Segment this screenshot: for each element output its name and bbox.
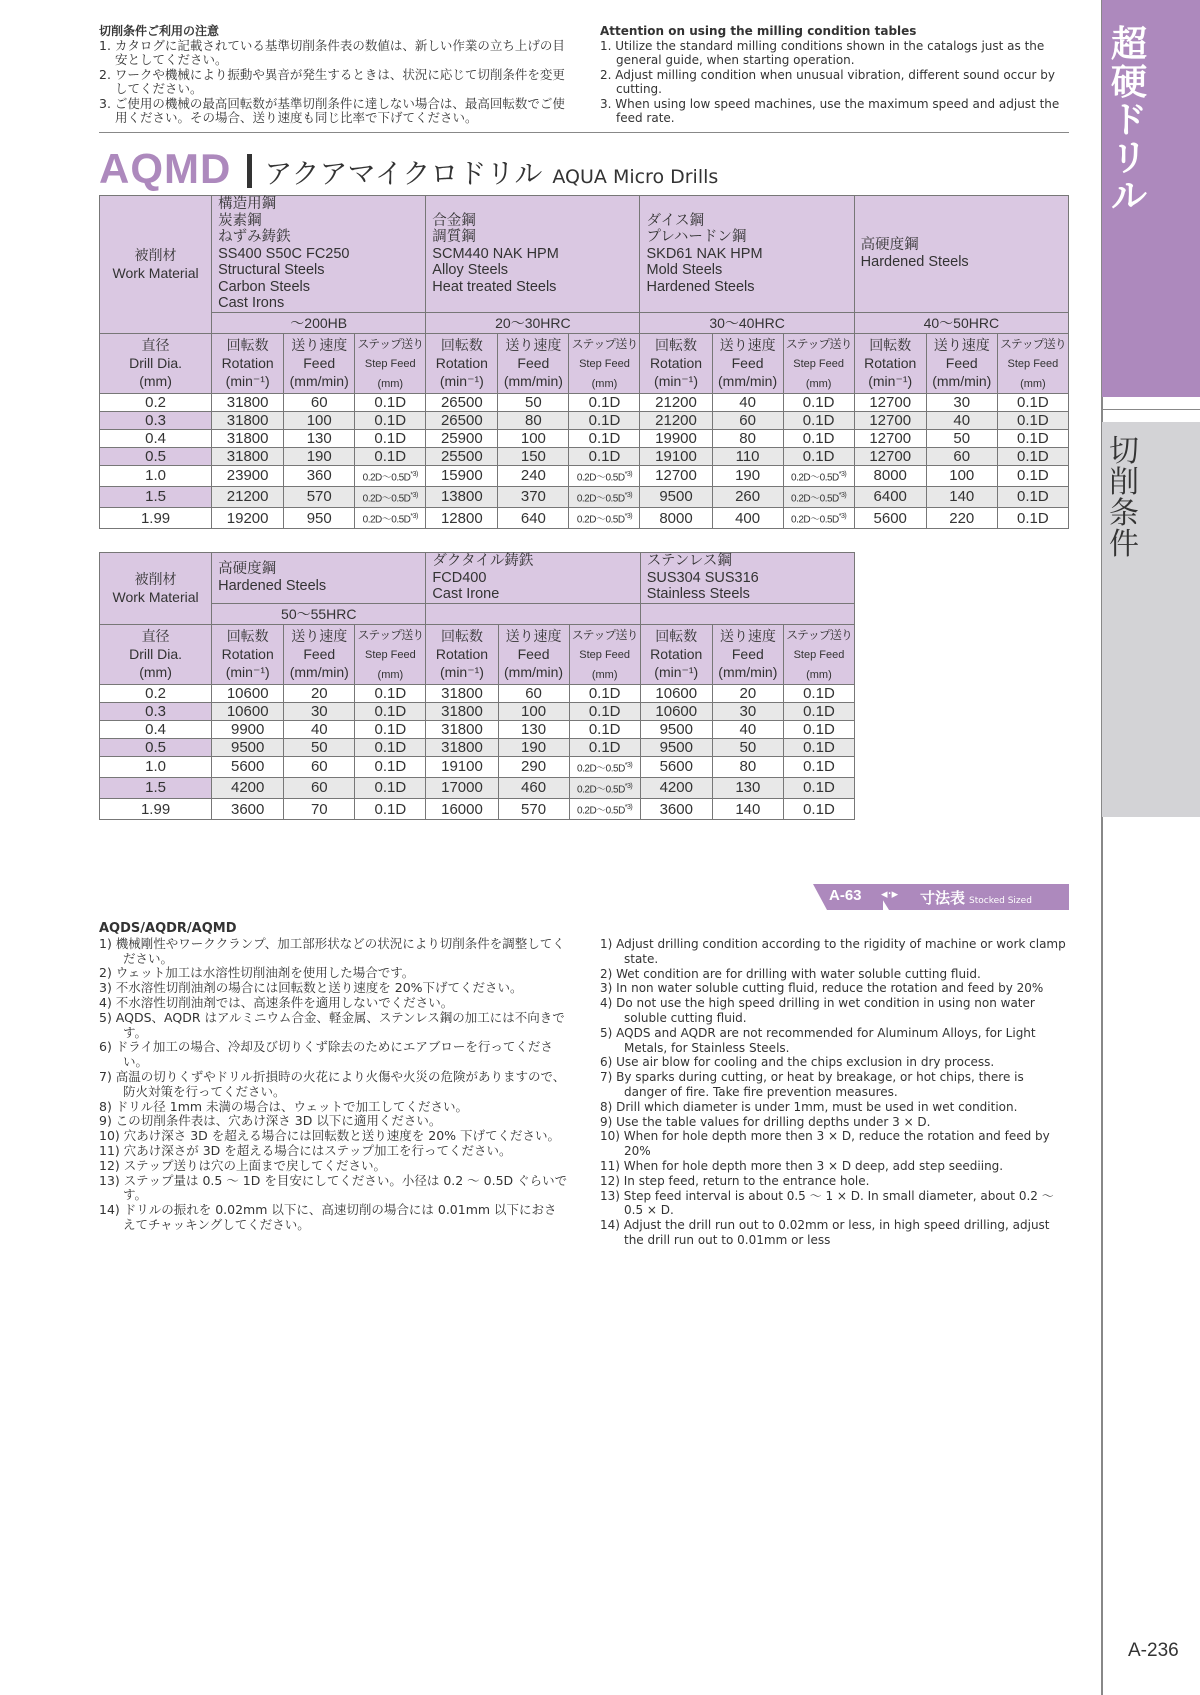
step-feed-cell: 0.1D	[569, 702, 640, 720]
cutting-conditions-table-2	[99, 552, 855, 820]
tab-cutting-conditions[interactable]	[1102, 422, 1200, 817]
rotation-cell: 9500	[212, 738, 284, 756]
feed-cell: 60	[284, 393, 355, 411]
step-feed-header: ステップ送り Step Feed (mm)	[355, 624, 426, 684]
step-feed-cell: 0.1D	[997, 486, 1068, 507]
note-item: 2) ウェット加工は水溶性切削油剤を使用した場合です。	[99, 965, 415, 981]
feed-cell: 100	[498, 429, 569, 447]
feed-cell: 30	[926, 393, 997, 411]
table-row	[100, 411, 1069, 429]
material-cell: ダクタイル鋳鉄 FCD400 Cast Irone	[426, 553, 640, 604]
notice-item: 2. Adjust milling condition when unusual vibration, different sound occur by cutting.	[600, 67, 1055, 96]
feed-cell: 60	[498, 684, 569, 702]
table-row	[100, 738, 855, 756]
step-feed-cell: 0.1D	[997, 508, 1068, 529]
table-row	[100, 508, 1069, 529]
step-feed-cell: $0.2D\sim 0.5D^{*3)}$	[355, 486, 426, 507]
feed-cell: 640	[498, 508, 569, 529]
step-feed-header: ステップ送り Step Feed (mm)	[569, 624, 640, 684]
feed-cell: 20	[284, 684, 355, 702]
feed-cell: 370	[498, 486, 569, 507]
feed-cell: 100	[284, 411, 355, 429]
rotation-cell: 13800	[426, 486, 498, 507]
table-row	[100, 393, 1069, 411]
material-cell: 高硬度鋼 Hardened Steels	[854, 196, 1068, 313]
feed-cell: 130	[712, 777, 783, 798]
step-feed-cell: 0.1D	[783, 702, 854, 720]
table-row	[100, 684, 855, 702]
feed-cell: 460	[498, 777, 569, 798]
note-item: 5) AQDS and AQDR are not recommended for Aluminum Alloys, for Light Metals, for Stainless Steels.	[600, 1025, 1036, 1055]
rotation-cell: 31800	[426, 720, 498, 738]
feed-cell: 70	[284, 799, 355, 820]
rotation-header: 回転数 Rotation (min⁻¹)	[640, 333, 712, 393]
step-feed-cell: 0.1D	[783, 756, 854, 777]
rotation-cell: 12700	[854, 447, 926, 465]
feed-cell: 40	[284, 720, 355, 738]
feed-cell: 60	[284, 777, 355, 798]
feed-cell: 240	[498, 465, 569, 486]
step-feed-cell: $0.2D\sim 0.5D^{*3)}$	[569, 486, 640, 507]
feed-header: 送り速度 Feed (mm/min)	[284, 624, 355, 684]
note-item: 9) Use the table values for drilling depths under 3 × D.	[600, 1114, 931, 1129]
title-divider	[247, 154, 252, 188]
step-feed-cell: $0.2D\sim 0.5D^{*3)}$	[569, 799, 640, 820]
notice-item: 1. カタログに記載されている基準切削条件表の数値は、新しい作業の立ち上げの目安としてください。	[99, 37, 565, 67]
step-feed-cell: 0.1D	[783, 411, 854, 429]
note-item: 13) ステップ量は 0.5 ～ 1D を目安にしてください。小径は 0.2 ～ 0.5D ぐらいです。	[99, 1172, 568, 1203]
column-header-row	[100, 624, 855, 684]
drill-dia-cell: 1.5	[100, 777, 212, 798]
rotation-cell: 19900	[640, 429, 712, 447]
rotation-header: 回転数 Rotation (min⁻¹)	[854, 333, 926, 393]
notice-item: 2. ワークや機械により振動や異音が発生するときは、状況に応じて切削条件を変更してください。	[99, 66, 565, 96]
feed-cell: 80	[498, 411, 569, 429]
feed-cell: 220	[926, 508, 997, 529]
notes-title: AQDS/AQDR/AQMD	[99, 921, 237, 936]
hardness-cell: 30～40HRC	[640, 312, 854, 333]
rotation-cell: 9500	[640, 738, 712, 756]
rotation-cell: 3600	[640, 799, 712, 820]
step-feed-cell: 0.1D	[569, 738, 640, 756]
material-row	[100, 196, 1069, 313]
hardness-cell: ～200HB	[212, 312, 426, 333]
step-feed-cell: $0.2D\sim 0.5D^{*3)}$	[783, 508, 854, 529]
drill-dia-cell: 0.3	[100, 411, 212, 429]
feed-cell: 80	[712, 756, 783, 777]
drilling-notes-en	[600, 937, 1070, 1248]
feed-cell: 570	[498, 799, 569, 820]
rotation-cell: 10600	[640, 702, 712, 720]
drill-dia-cell: 0.2	[100, 393, 212, 411]
stocked-sizes-link[interactable]	[803, 884, 1069, 910]
hardness-cell: 40～50HRC	[854, 312, 1068, 333]
table-row	[100, 777, 855, 798]
feed-cell: 80	[712, 429, 783, 447]
rotation-cell: 25500	[426, 447, 498, 465]
step-feed-cell: 0.1D	[569, 429, 640, 447]
step-feed-cell: 0.1D	[569, 684, 640, 702]
feed-cell: 100	[498, 702, 569, 720]
step-feed-cell: 0.1D	[783, 393, 854, 411]
step-feed-cell: 0.1D	[355, 720, 426, 738]
rotation-header: 回転数 Rotation (min⁻¹)	[212, 624, 284, 684]
drill-dia-cell: 1.99	[100, 508, 212, 529]
rotation-cell: 26500	[426, 411, 498, 429]
hardness-cell: 20～30HRC	[426, 312, 640, 333]
rotation-cell: 9500	[640, 720, 712, 738]
step-feed-cell: 0.1D	[355, 684, 426, 702]
rotation-cell: 8000	[854, 465, 926, 486]
feed-cell: 190	[712, 465, 783, 486]
dia-header: 直径 Drill Dia. (mm)	[100, 624, 212, 684]
rotation-cell: 9500	[640, 486, 712, 507]
step-feed-cell: $0.2D\sim 0.5D^{*3)}$	[783, 465, 854, 486]
rotation-cell: 21200	[640, 393, 712, 411]
note-item: 11) 穴あけ深さが 3D を超える場合にはステップ加工を行ってください。	[99, 1142, 512, 1158]
feed-cell: 130	[284, 429, 355, 447]
step-feed-cell: 0.1D	[355, 429, 426, 447]
note-item: 5) AQDS、AQDR はアルミニウム合金、軽金属、ステンレス鋼の加工には不向きです。	[99, 1009, 565, 1040]
divider	[1102, 409, 1200, 410]
rotation-cell: 31800	[426, 702, 498, 720]
step-feed-header: ステップ送り Step Feed (mm)	[997, 333, 1068, 393]
note-item: 3) 不水溶性切削油剤の場合には回転数と送り速度を 20%下げてください。	[99, 980, 523, 996]
rotation-cell: 17000	[426, 777, 498, 798]
usage-notice-jp	[99, 24, 569, 126]
notice-title: Attention on using the milling condition tables	[600, 24, 917, 38]
step-feed-header: ステップ送り Step Feed (mm)	[783, 333, 854, 393]
column-header-row	[100, 333, 1069, 393]
feed-header: 送り速度 Feed (mm/min)	[284, 333, 355, 393]
step-feed-header: ステップ送り Step Feed (mm)	[783, 624, 854, 684]
notice-item: 3. When using low speed machines, use the maximum speed and adjust the feed rate.	[600, 96, 1060, 125]
step-feed-cell: 0.1D	[783, 684, 854, 702]
table-row	[100, 756, 855, 777]
step-feed-cell: 0.1D	[569, 447, 640, 465]
feed-cell: 50	[712, 738, 783, 756]
feed-header: 送り速度 Feed (mm/min)	[498, 333, 569, 393]
rotation-cell: 31800	[212, 429, 284, 447]
hardness-row	[100, 312, 1069, 333]
note-item: 4) 不水溶性切削油剤では、高速条件を適用しないでください。	[99, 994, 454, 1010]
rotation-cell: 3600	[212, 799, 284, 820]
step-feed-cell: 0.1D	[997, 465, 1068, 486]
feed-cell: 30	[284, 702, 355, 720]
note-item: 1) Adjust drilling condition according to the rigidity of machine or work clamp state.	[600, 937, 1066, 966]
note-item: 10) When for hole depth more then 3 × D, reduce the rotation and feed by 20%	[600, 1129, 1050, 1159]
note-item: 12) ステップ送りは穴の上面まで戻してください。	[99, 1157, 387, 1173]
rotation-cell: 31800	[212, 447, 284, 465]
note-item: 13) Step feed interval is about 0.5 ～ 1 × D. In small diameter, about 0.2 ～ 0.5 × D.	[600, 1188, 1054, 1218]
dia-header: 直径 Drill Dia. (mm)	[100, 333, 212, 393]
note-item: 8) Drill which diameter is under 1mm, must be used in wet condition.	[600, 1099, 1018, 1114]
usage-notice-en	[600, 24, 1070, 126]
feed-cell: 30	[712, 702, 783, 720]
hardness-row	[100, 603, 855, 624]
rotation-cell: 31800	[426, 684, 498, 702]
rotation-cell: 9900	[212, 720, 284, 738]
rotation-cell: 26500	[426, 393, 498, 411]
step-feed-cell: $0.2D\sim 0.5D^{*3)}$	[569, 508, 640, 529]
feed-cell: 40	[712, 720, 783, 738]
note-item: 7) By sparks during cutting, or heat by breakage, or hot chips, there is danger of fire. Take fire prevention measures.	[600, 1070, 1024, 1099]
step-feed-header: ステップ送り Step Feed (mm)	[569, 333, 640, 393]
feed-cell: 190	[284, 447, 355, 465]
drill-dia-cell: 1.5	[100, 486, 212, 507]
feed-cell: 400	[712, 508, 783, 529]
rotation-header: 回転数 Rotation (min⁻¹)	[426, 333, 498, 393]
rotation-cell: 12700	[854, 429, 926, 447]
rotation-cell: 31800	[212, 393, 284, 411]
step-feed-cell: 0.1D	[569, 411, 640, 429]
step-feed-cell: 0.1D	[355, 756, 426, 777]
rotation-cell: 19200	[212, 508, 284, 529]
rotation-cell: 12700	[640, 465, 712, 486]
rotation-cell: 21200	[212, 486, 284, 507]
rotation-cell: 4200	[212, 777, 284, 798]
note-item: 11) When for hole depth more then 3 × D deep, add step seediing.	[600, 1158, 1004, 1173]
tab-label: 切削条件	[1109, 434, 1139, 562]
tab-label: 超硬ドリル	[1110, 24, 1147, 217]
step-feed-cell: 0.1D	[355, 447, 426, 465]
drill-dia-cell: 0.5	[100, 738, 212, 756]
table-row	[100, 799, 855, 820]
rotation-cell: 5600	[640, 756, 712, 777]
feed-cell: 60	[284, 756, 355, 777]
hardness-cell	[426, 603, 640, 624]
feed-cell: 130	[498, 720, 569, 738]
drill-dia-cell: 0.3	[100, 702, 212, 720]
step-feed-header: ステップ送り Step Feed (mm)	[355, 333, 426, 393]
table-row	[100, 465, 1069, 486]
feed-header: 送り速度 Feed (mm/min)	[712, 624, 783, 684]
hardness-cell: 50～55HRC	[212, 603, 426, 624]
rotation-cell: 23900	[212, 465, 284, 486]
product-code: AQMD	[99, 145, 232, 192]
note-item: 10) 穴あけ深さ 3D を超える場合には回転数と送り速度を 20% 下げてください。	[99, 1128, 561, 1144]
step-feed-cell: 0.1D	[569, 393, 640, 411]
note-item: 8) ドリル径 1mm 未満の場合は、ウェットで加工してください。	[99, 1098, 469, 1114]
table-row	[100, 702, 855, 720]
step-feed-cell: $0.2D\sim 0.5D^{*3)}$	[355, 508, 426, 529]
product-name-en: AQUA Micro Drills	[552, 166, 719, 188]
feed-cell: 60	[712, 411, 783, 429]
note-item: 12) In step feed, return to the entrance hole.	[600, 1173, 870, 1188]
step-feed-cell: 0.1D	[783, 720, 854, 738]
rotation-cell: 31800	[426, 738, 498, 756]
work-material-header: 被削材 Work Material	[100, 196, 212, 334]
material-cell: 構造用鋼 炭素鋼 ねずみ鋳鉄 SS400 S50C FC250 Structural Steels Carbon Steels Cast Irons	[212, 196, 426, 313]
rotation-cell: 5600	[212, 756, 284, 777]
rotation-cell: 10600	[640, 684, 712, 702]
material-cell: ダイス鋼 プレハードン鋼 SKD61 NAK HPM Mold Steels Hardened Steels	[640, 196, 854, 313]
feed-cell: 140	[926, 486, 997, 507]
rotation-cell: 8000	[640, 508, 712, 529]
rotation-cell: 4200	[640, 777, 712, 798]
rotation-cell: 19100	[426, 756, 498, 777]
cutting-conditions-table-1	[99, 195, 1069, 529]
step-feed-cell: $0.2D\sim 0.5D^{*3)}$	[569, 777, 640, 798]
step-feed-cell: 0.1D	[997, 447, 1068, 465]
feed-cell: 570	[284, 486, 355, 507]
step-feed-cell: 0.1D	[355, 777, 426, 798]
note-item: 1) 機械剛性やワーククランプ、加工部形状などの状況により切削条件を調整してください。	[99, 935, 565, 966]
step-feed-cell: 0.1D	[355, 411, 426, 429]
notice-item: 3. ご使用の機械の最高回転数が基準切削条件に達しない場合は、最高回転数でご使用ください。その場合、送り速度も同じ比率で下げてください。	[99, 95, 565, 125]
step-feed-cell: 0.1D	[997, 393, 1068, 411]
note-item: 7) 高温の切りくずやドリル折損時の火花により火傷や火災の危険がありますので、防火対策を行ってください。	[99, 1068, 566, 1099]
feed-cell: 20	[712, 684, 783, 702]
rotation-cell: 12700	[854, 411, 926, 429]
rotation-header: 回転数 Rotation (min⁻¹)	[640, 624, 712, 684]
table-row	[100, 429, 1069, 447]
rotation-cell: 15900	[426, 465, 498, 486]
step-feed-cell: $0.2D\sim 0.5D^{*3)}$	[355, 465, 426, 486]
rotation-cell: 10600	[212, 702, 284, 720]
feed-cell: 40	[926, 411, 997, 429]
step-feed-cell: 0.1D	[355, 738, 426, 756]
rotation-cell: 6400	[854, 486, 926, 507]
material-cell: 合金鋼 調質鋼 SCM440 NAK HPM Alloy Steels Heat treated Steels	[426, 196, 640, 313]
drill-dia-cell: 0.4	[100, 429, 212, 447]
drilling-notes-jp	[99, 922, 569, 1233]
drill-dia-cell: 1.0	[100, 465, 212, 486]
feed-cell: 260	[712, 486, 783, 507]
note-item: 6) Use air blow for cooling and the chips exclusion in dry process.	[600, 1055, 995, 1070]
step-feed-cell: 0.1D	[569, 720, 640, 738]
step-feed-cell: 0.1D	[355, 702, 426, 720]
rotation-cell: 25900	[426, 429, 498, 447]
feed-cell: 100	[926, 465, 997, 486]
rotation-cell: 31800	[212, 411, 284, 429]
feed-cell: 190	[498, 738, 569, 756]
step-feed-cell: 0.1D	[997, 429, 1068, 447]
rotation-cell: 16000	[426, 799, 498, 820]
rotation-cell: 19100	[640, 447, 712, 465]
notice-item: 1. Utilize the standard milling conditions shown in the catalogs just as the general guide, when starting operation.	[600, 38, 1045, 67]
bidirectional-arrow-icon: ◂·▸	[881, 887, 899, 902]
material-cell: ステンレス鋼 SUS304 SUS316 Stainless Steels	[640, 553, 854, 604]
note-item: 2) Wet condition are for drilling with water soluble cutting fluid.	[600, 966, 981, 981]
note-item: 14) Adjust the drill run out to 0.02mm or less, in high speed drilling, adjust the drill run out to 0.01mm or less	[600, 1218, 1050, 1247]
hardness-cell	[640, 603, 854, 624]
step-feed-cell: 0.1D	[783, 429, 854, 447]
work-material-header: 被削材 Work Material	[100, 553, 212, 625]
drill-dia-cell: 0.5	[100, 447, 212, 465]
step-feed-cell: 0.1D	[783, 799, 854, 820]
step-feed-cell: 0.1D	[783, 447, 854, 465]
step-feed-cell: 0.1D	[355, 393, 426, 411]
drill-dia-cell: 1.99	[100, 799, 212, 820]
rotation-cell: 5600	[854, 508, 926, 529]
drill-dia-cell: 0.4	[100, 720, 212, 738]
feed-cell: 150	[498, 447, 569, 465]
step-feed-cell: $0.2D\sim 0.5D^{*3)}$	[569, 756, 640, 777]
feed-cell: 60	[926, 447, 997, 465]
table-row	[100, 447, 1069, 465]
feed-cell: 950	[284, 508, 355, 529]
feed-cell: 360	[284, 465, 355, 486]
step-feed-cell: 0.1D	[997, 411, 1068, 429]
feed-cell: 40	[712, 393, 783, 411]
feed-cell: 140	[712, 799, 783, 820]
feed-header: 送り速度 Feed (mm/min)	[498, 624, 569, 684]
table-row	[100, 486, 1069, 507]
notice-title: 切削条件ご利用の注意	[99, 24, 220, 38]
rotation-header: 回転数 Rotation (min⁻¹)	[426, 624, 498, 684]
material-row	[100, 553, 855, 604]
step-feed-cell: 0.1D	[783, 738, 854, 756]
product-name-jp: アクアマイクロドリル	[264, 157, 543, 190]
rotation-cell: 21200	[640, 411, 712, 429]
feed-cell: 50	[926, 429, 997, 447]
product-title	[99, 145, 718, 197]
table-row	[100, 720, 855, 738]
note-item: 3) In non water soluble cutting fluid, reduce the rotation and feed by 20%	[600, 981, 1044, 996]
feed-cell: 110	[712, 447, 783, 465]
feed-cell: 290	[498, 756, 569, 777]
feed-cell: 50	[498, 393, 569, 411]
step-feed-cell: $0.2D\sim 0.5D^{*3)}$	[569, 465, 640, 486]
tab-carbide-drills[interactable]	[1102, 0, 1200, 397]
link-label: 寸法表 Stocked Sized	[920, 889, 1032, 907]
step-feed-cell: $0.2D\sim 0.5D^{*3)}$	[783, 486, 854, 507]
drill-dia-cell: 1.0	[100, 756, 212, 777]
note-item: 14) ドリルの振れを 0.02mm 以下に、高速切削の場合には 0.01mm 以下におさえてチャッキングしてください。	[99, 1202, 557, 1232]
rotation-header: 回転数 Rotation (min⁻¹)	[212, 333, 284, 393]
feed-header: 送り速度 Feed (mm/min)	[712, 333, 783, 393]
note-item: 9) この切削条件表は、穴あけ深さ 3D 以下に適用ください。	[99, 1113, 442, 1129]
note-item: 4) Do not use the high speed drilling in wet condition in using non water soluble cutting fluid.	[600, 996, 1035, 1025]
note-item: 6) ドライ加工の場合、冷却及び切りくず除去のためにエアブローを行ってください。	[99, 1039, 553, 1070]
divider	[99, 132, 1069, 133]
material-cell: 高硬度鋼 Hardened Steels	[212, 553, 426, 604]
drill-dia-cell: 0.2	[100, 684, 212, 702]
feed-header: 送り速度 Feed (mm/min)	[926, 333, 997, 393]
step-feed-cell: 0.1D	[355, 799, 426, 820]
page-reference: A-63	[829, 887, 862, 904]
step-feed-cell: 0.1D	[783, 777, 854, 798]
feed-cell: 50	[284, 738, 355, 756]
rotation-cell: 12800	[426, 508, 498, 529]
page-number: A-236	[1128, 1640, 1179, 1661]
rotation-cell: 12700	[854, 393, 926, 411]
rotation-cell: 10600	[212, 684, 284, 702]
